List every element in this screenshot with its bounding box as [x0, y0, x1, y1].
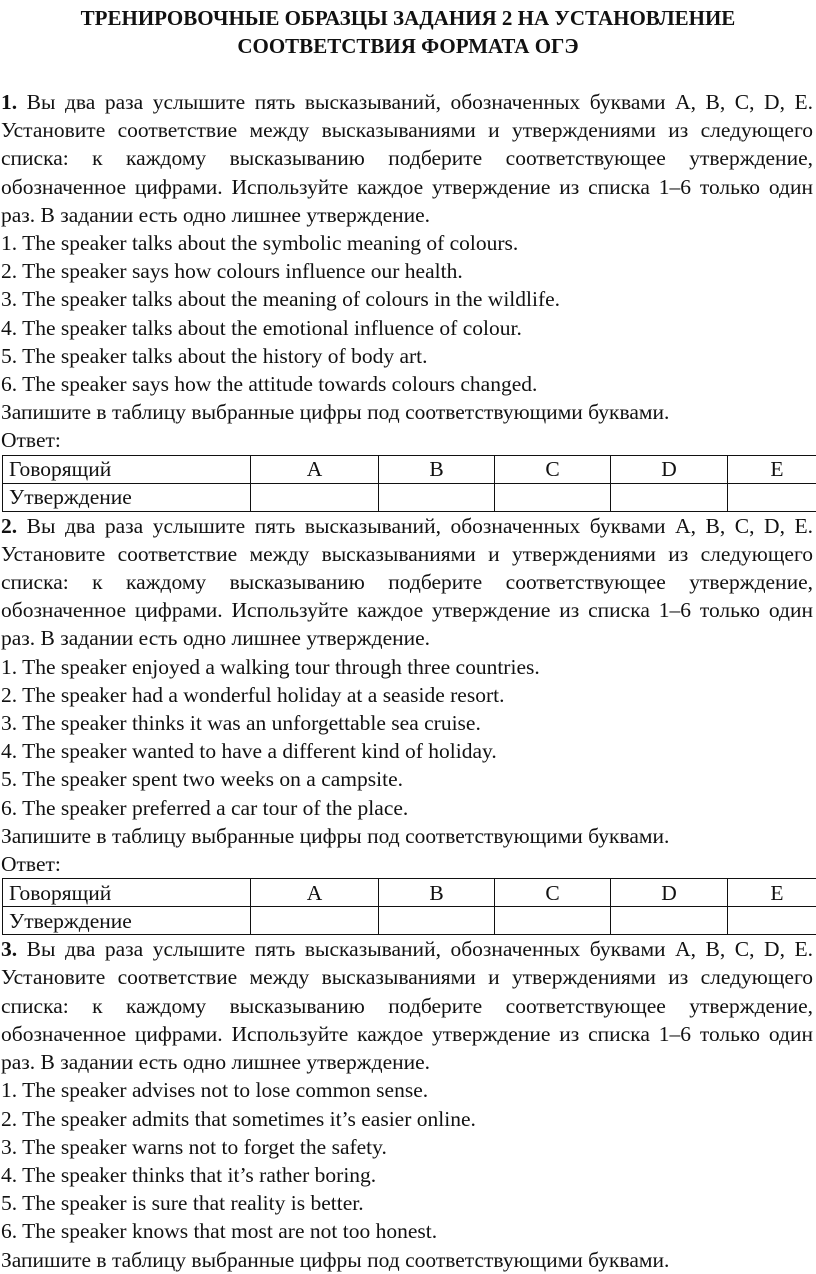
write-prompt: Запишите в таблицу выбранные цифры под соответствующими буквами.	[1, 1246, 816, 1274]
statement: 5. The speaker spent two weeks on a campsite.	[1, 765, 816, 793]
answer-table	[2, 455, 816, 512]
write-prompt: Запишите в таблицу выбранные цифры под соответствующими буквами.	[1, 398, 816, 426]
statement: 3. The speaker warns not to forget the safety.	[1, 1133, 816, 1161]
table-row-speakers	[3, 879, 816, 907]
answer-cell-b[interactable]	[379, 907, 495, 935]
statement: 6. The speaker knows that most are not too honest.	[1, 1217, 816, 1245]
answer-cell-c[interactable]	[495, 483, 611, 511]
statement: 6. The speaker preferred a car tour of the place.	[1, 794, 816, 822]
statement: 2. The speaker had a wonderful holiday at a seaside resort.	[1, 681, 816, 709]
task-1	[0, 88, 816, 512]
statement: 1. The speaker enjoyed a walking tour through three countries.	[1, 653, 816, 681]
speaker-row-label: Говорящий	[3, 455, 251, 483]
statement: 1. The speaker talks about the symbolic meaning of colours.	[1, 229, 816, 257]
letter-cell: B	[379, 455, 495, 483]
letter-cell: E	[728, 879, 816, 907]
statement: 2. The speaker admits that sometimes it’s easier online.	[1, 1105, 816, 1133]
statement: 4. The speaker thinks that it’s rather boring.	[1, 1161, 816, 1189]
answer-cell-e[interactable]	[728, 483, 816, 511]
statement: 4. The speaker talks about the emotional influence of colour.	[1, 314, 816, 342]
letter-cell: C	[495, 879, 611, 907]
letter-cell: D	[611, 879, 728, 907]
table-row-speakers	[3, 455, 816, 483]
statement: 6. The speaker says how the attitude towards colours changed.	[1, 370, 816, 398]
statement: 3. The speaker thinks it was an unforgettable sea cruise.	[1, 709, 816, 737]
table-row-answers	[3, 907, 816, 935]
letter-cell: D	[611, 455, 728, 483]
statement: 2. The speaker says how colours influence our health.	[1, 257, 816, 285]
letter-cell: A	[251, 879, 379, 907]
statement: 1. The speaker advises not to lose common sense.	[1, 1076, 816, 1104]
task-instruction: 3. Вы два раза услышите пять высказываний, обозначенных буквами A, B, C, D, E. Установите соответствие между высказываниями и утверждениями из следующего списка: к каждому высказыванию подберите соответствующее утверждение, обозначенное цифрами. Используйте каждое утверждение из списка 1–6 только один раз. В задании есть одно лишнее утверждение.	[1, 935, 813, 1076]
letter-cell: A	[251, 455, 379, 483]
letter-cell: E	[728, 455, 816, 483]
answer-cell-b[interactable]	[379, 483, 495, 511]
letter-cell: C	[495, 455, 611, 483]
statement: 4. The speaker wanted to have a different kind of holiday.	[1, 737, 816, 765]
page-title	[0, 4, 816, 60]
statement: 5. The speaker is sure that reality is better.	[1, 1189, 816, 1217]
task-number: 2.	[1, 514, 17, 538]
statement-row-label: Утверждение	[3, 483, 251, 511]
title-line-2: СООТВЕТСТВИЯ ФОРМАТА ОГЭ	[10, 32, 806, 60]
letter-cell: B	[379, 879, 495, 907]
answer-table	[2, 878, 816, 935]
task-number: 1.	[1, 90, 17, 114]
answer-cell-e[interactable]	[728, 907, 816, 935]
answer-cell-a[interactable]	[251, 907, 379, 935]
statement: 5. The speaker talks about the history of body art.	[1, 342, 816, 370]
task-2	[0, 512, 816, 936]
task-instruction: 1. Вы два раза услышите пять высказываний, обозначенных буквами A, B, C, D, E. Установите соответствие между высказываниями и утверждениями из следующего списка: к каждому высказыванию подберите соответствующее утверждение, обозначенное цифрами. Используйте каждое утверждение из списка 1–6 только один раз. В задании есть одно лишнее утверждение.	[1, 88, 813, 229]
answer-cell-d[interactable]	[611, 907, 728, 935]
task-3	[0, 935, 816, 1273]
answer-label: Ответ:	[1, 850, 816, 878]
statement: 3. The speaker talks about the meaning of colours in the wildlife.	[1, 285, 816, 313]
answer-cell-a[interactable]	[251, 483, 379, 511]
statement-row-label: Утверждение	[3, 907, 251, 935]
speaker-row-label: Говорящий	[3, 879, 251, 907]
answer-cell-d[interactable]	[611, 483, 728, 511]
answer-cell-c[interactable]	[495, 907, 611, 935]
write-prompt: Запишите в таблицу выбранные цифры под соответствующими буквами.	[1, 822, 816, 850]
answer-label: Ответ:	[1, 426, 816, 454]
task-number: 3.	[1, 937, 17, 961]
task-instruction: 2. Вы два раза услышите пять высказываний, обозначенных буквами A, B, C, D, E. Установите соответствие между высказываниями и утверждениями из следующего списка: к каждому высказыванию подберите соответствующее утверждение, обозначенное цифрами. Используйте каждое утверждение из списка 1–6 только один раз. В задании есть одно лишнее утверждение.	[1, 512, 813, 653]
table-row-answers	[3, 483, 816, 511]
title-line-1: ТРЕНИРОВОЧНЫЕ ОБРАЗЦЫ ЗАДАНИЯ 2 НА УСТАНОВЛЕНИЕ	[10, 4, 806, 32]
